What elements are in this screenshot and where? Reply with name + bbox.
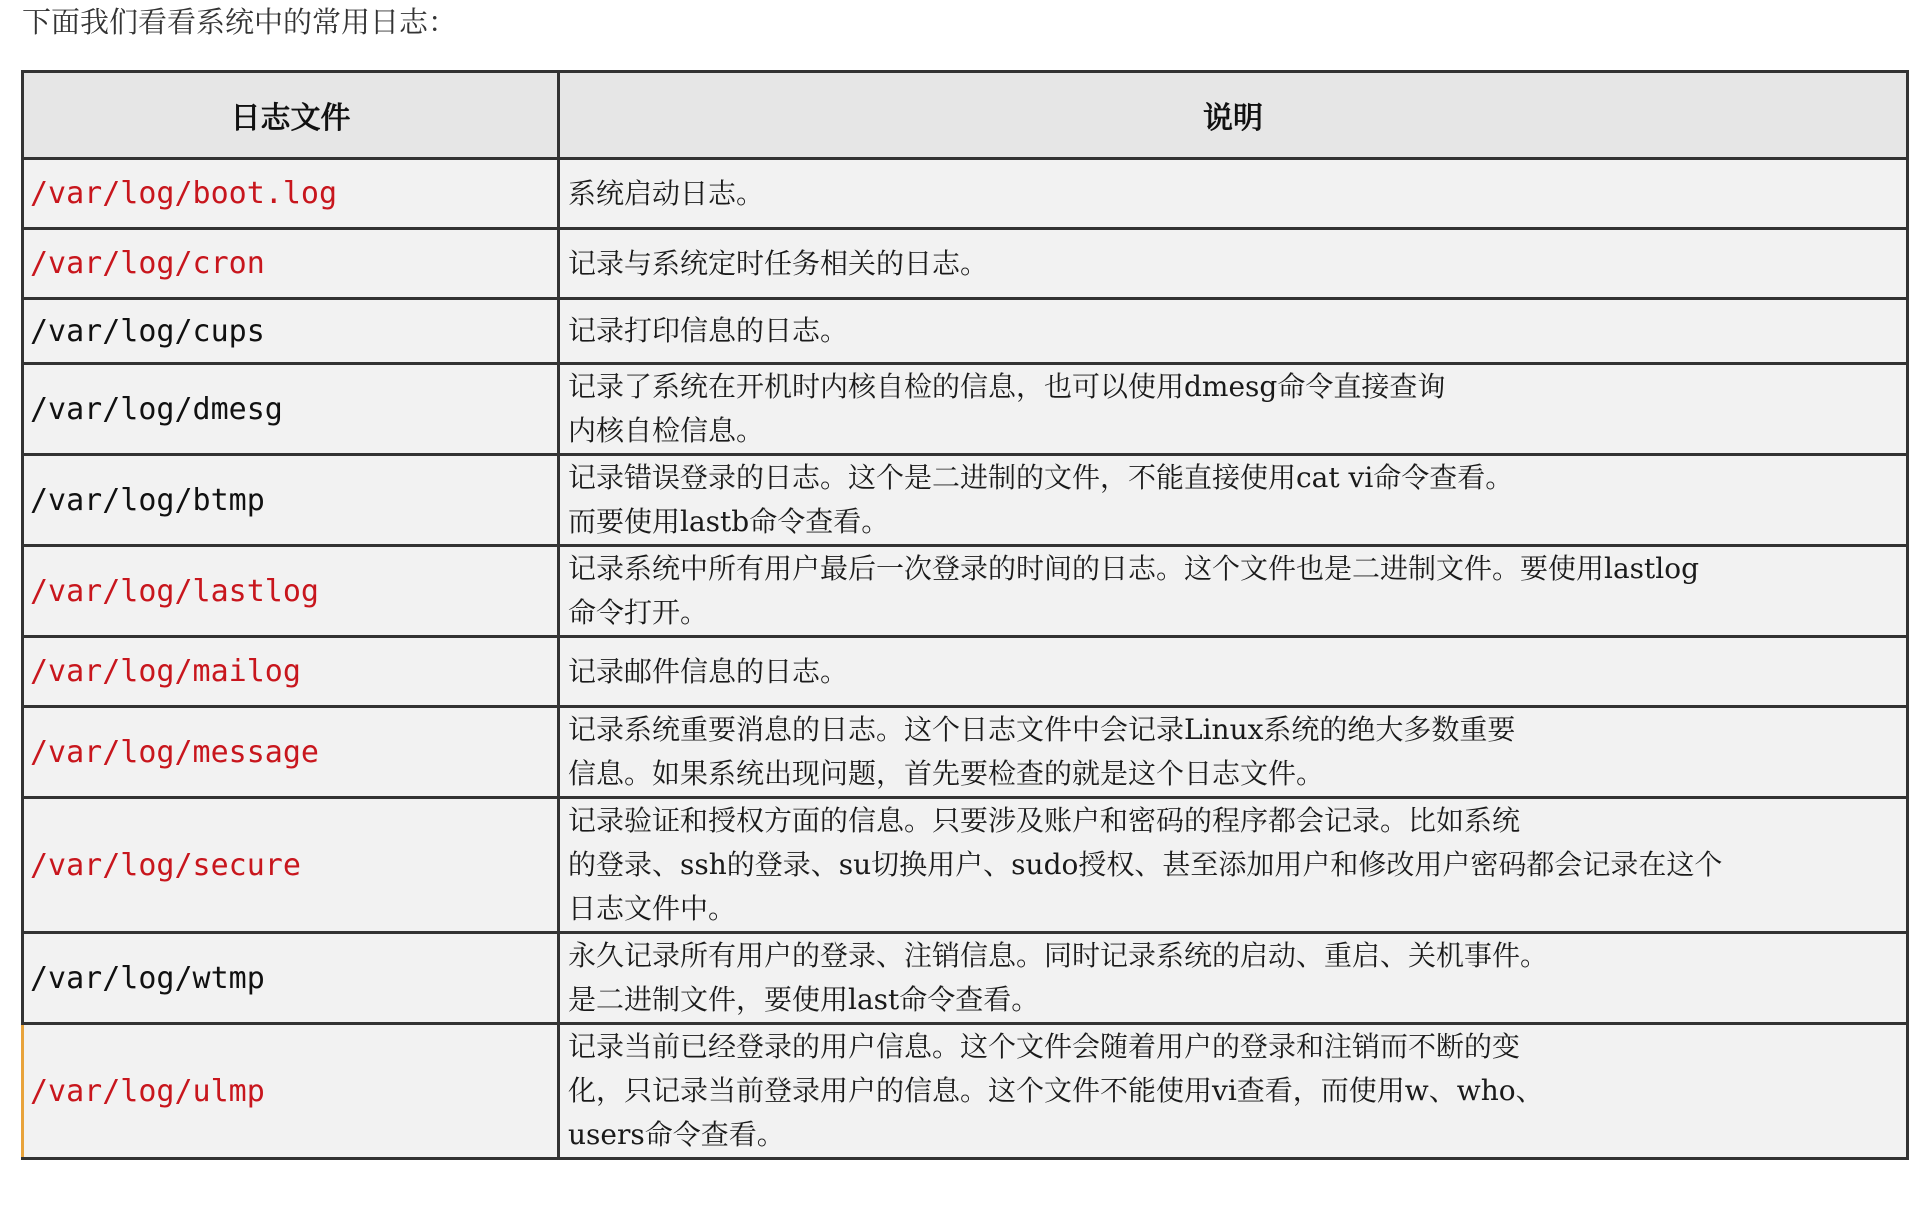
description-line: 命令打开。 [568, 596, 709, 629]
log-description [559, 159, 1908, 229]
log-description [559, 637, 1908, 707]
log-description [559, 546, 1908, 637]
table-row [23, 299, 1908, 364]
log-description [559, 455, 1908, 546]
log-file-path: /var/log/btmp [23, 455, 559, 546]
table-row [23, 707, 1908, 798]
log-description [559, 229, 1908, 299]
description-line: 系统启动日志。 [568, 176, 765, 210]
log-file-path: /var/log/mailog [23, 637, 559, 707]
description-line: 化，只记录当前登录用户的信息。这个文件不能使用vi查看，而使用w、who、 [568, 1074, 1544, 1107]
table-header-row [23, 72, 1908, 159]
log-file-path: /var/log/boot.log [23, 159, 559, 229]
log-description [559, 299, 1908, 364]
table-row [23, 364, 1908, 455]
table-row [23, 637, 1908, 707]
table-row [23, 229, 1908, 299]
log-file-path: /var/log/secure [23, 798, 559, 933]
table-row [23, 798, 1908, 933]
header-description: 说明 [559, 72, 1908, 159]
header-log-file: 日志文件 [23, 72, 559, 159]
table-row [23, 455, 1908, 546]
table-row [23, 933, 1908, 1024]
log-file-path: /var/log/lastlog [23, 546, 559, 637]
log-description [559, 933, 1908, 1024]
log-description [559, 707, 1908, 798]
description-line: 是二进制文件，要使用last命令查看。 [568, 983, 1040, 1016]
log-file-path: /var/log/cron [23, 229, 559, 299]
description-line: 日志文件中。 [568, 892, 737, 925]
intro-text: 下面我们看看系统中的常用日志： [22, 5, 458, 39]
description-line: 记录错误登录的日志。这个是二进制的文件，不能直接使用cat vi命令查看。 [568, 461, 1514, 494]
log-file-path: /var/log/cups [23, 299, 559, 364]
description-line: 的登录、ssh的登录、su切换用户、sudo授权、甚至添加用户和修改用户密码都会记录在这个 [568, 848, 1723, 881]
description-line: users命令查看。 [568, 1118, 785, 1151]
description-line: 记录系统重要消息的日志。这个日志文件中会记录Linux系统的绝大多数重要 [568, 713, 1516, 746]
description-line: 永久记录所有用户的登录、注销信息。同时记录系统的启动、重启、关机事件。 [568, 939, 1549, 972]
description-line: 记录邮件信息的日志。 [568, 654, 849, 688]
description-line: 记录系统中所有用户最后一次登录的时间的日志。这个文件也是二进制文件。要使用lastlog [568, 552, 1700, 585]
log-file-path: /var/log/message [23, 707, 559, 798]
description-line: 记录验证和授权方面的信息。只要涉及账户和密码的程序都会记录。比如系统 [568, 804, 1521, 837]
table-row [23, 546, 1908, 637]
log-description [559, 798, 1908, 933]
log-file-path: /var/log/ulmp [23, 1024, 559, 1159]
description-line: 内核自检信息。 [568, 414, 765, 447]
log-files-table [21, 70, 1909, 1160]
table-body [23, 159, 1908, 1159]
description-line: 信息。如果系统出现问题，首先要检查的就是这个日志文件。 [568, 757, 1325, 790]
table-row [23, 1024, 1908, 1159]
table-row [23, 159, 1908, 229]
description-line: 记录打印信息的日志。 [568, 314, 849, 347]
log-description [559, 364, 1908, 455]
description-line: 记录了系统在开机时内核自检的信息，也可以使用dmesg命令直接查询 [568, 370, 1446, 403]
log-file-path: /var/log/dmesg [23, 364, 559, 455]
description-line: 而要使用lastb命令查看。 [568, 505, 890, 538]
log-description [559, 1024, 1908, 1159]
description-line: 记录与系统定时任务相关的日志。 [568, 246, 989, 280]
description-line: 记录当前已经登录的用户信息。这个文件会随着用户的登录和注销而不断的变 [568, 1030, 1521, 1063]
log-file-path: /var/log/wtmp [23, 933, 559, 1024]
